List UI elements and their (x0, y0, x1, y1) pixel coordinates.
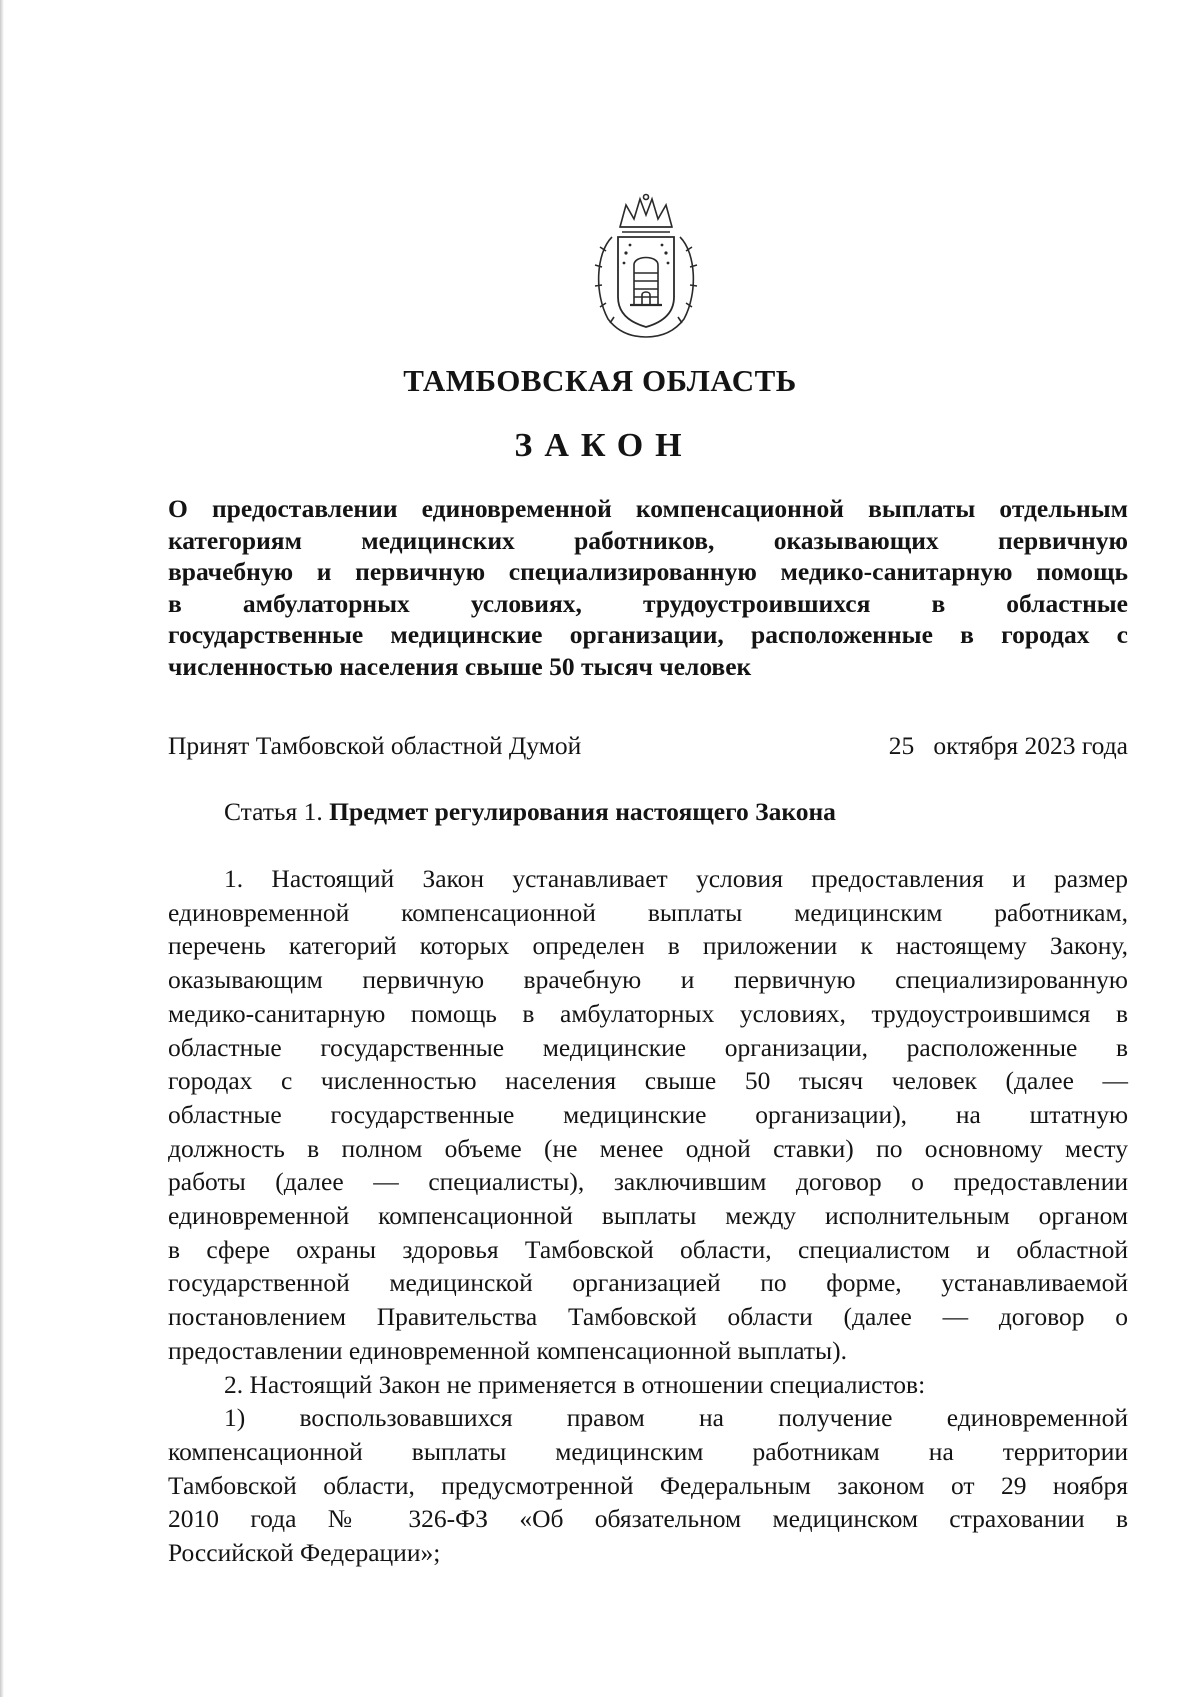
title-line: категориям медицинских работников, оказывающих первичную (168, 525, 1128, 555)
title-line: О предоставлении единовременной компенсационной выплаты отдельным (168, 494, 1128, 523)
body-line: Тамбовской области, предусмотренной Федеральным законом от 29 ноября (168, 1470, 1128, 1500)
adoption-day: 25 (888, 731, 915, 760)
body-line: единовременной компенсационной выплаты между исполнительным органом (168, 1201, 1128, 1231)
body-line: должность в полном объеме (не менее одной ставки) по основному месту (168, 1133, 1128, 1163)
body-line: единовременной компенсационной выплаты медицинским работникам, (168, 897, 1128, 927)
body-line: городах с численностью населения свыше 50 тысяч человек (далее — (168, 1066, 1128, 1096)
adoption-month-year: октября 2023 года (933, 731, 1128, 760)
article-number: Статья 1. (224, 797, 323, 826)
scan-edge (0, 0, 4, 1697)
body-line: 1. Настоящий Закон устанавливает условия предоставления и размер (224, 864, 1128, 893)
body-line: областные государственные медицинские организации, расположенные в (168, 1032, 1128, 1062)
body-line: 2010 года № 326-ФЗ «Об обязательном медицинском страховании в (168, 1504, 1128, 1534)
article-body (168, 862, 1128, 1570)
body-line: постановлением Правительства Тамбовской области (далее — договор о (168, 1302, 1128, 1332)
adoption-label: Принят Тамбовской областной Думой (168, 731, 582, 760)
body-line: медико-санитарную помощь в амбулаторных условиях, трудоустроившимся в (168, 998, 1128, 1028)
document-type: ЗАКОН (514, 427, 694, 464)
body-line: Российской Федерации»; (168, 1538, 441, 1568)
article-heading (224, 797, 836, 827)
tambov-coat-of-arms-icon (590, 193, 702, 341)
body-line: 2. Настоящий Закон не применяется в отношении специалистов: (224, 1369, 926, 1399)
body-line: областные государственные медицинские организации), на штатную (168, 1099, 1128, 1129)
body-line: 1) воспользовавшихся правом на получение единовременной (224, 1403, 1128, 1433)
body-line: предоставлении единовременной компенсационной выплаты). (168, 1335, 848, 1365)
body-line: оказывающим первичную врачебную и первичную специализированную (168, 965, 1128, 995)
title-line: в амбулаторных условиях, трудоустроившихся в областные (168, 588, 1128, 618)
title-line: численностью населения свыше 50 тысяч человек (168, 651, 752, 681)
law-title (168, 493, 1128, 682)
body-line: компенсационной выплаты медицинским работникам на территории (168, 1436, 1128, 1466)
body-line: перечень категорий которых определен в приложении к настоящему Закону, (168, 931, 1128, 961)
body-line: в сфере охраны здоровья Тамбовской области, специалистом и областной (168, 1234, 1128, 1264)
title-line: государственные медицинские организации, расположенные в городах с (168, 620, 1128, 649)
body-line: государственной медицинской организацией по форме, устанавливаемой (168, 1268, 1128, 1298)
region-name: ТАМБОВСКАЯ ОБЛАСТЬ (403, 363, 797, 398)
title-line: врачебную и первичную специализированную медико-санитарную помощь (168, 557, 1128, 586)
article-title: Предмет регулирования настоящего Закона (329, 797, 836, 826)
adoption-date (889, 731, 1128, 761)
body-line: работы (далее — специалисты), заключившим договор о предоставлении (168, 1167, 1128, 1197)
